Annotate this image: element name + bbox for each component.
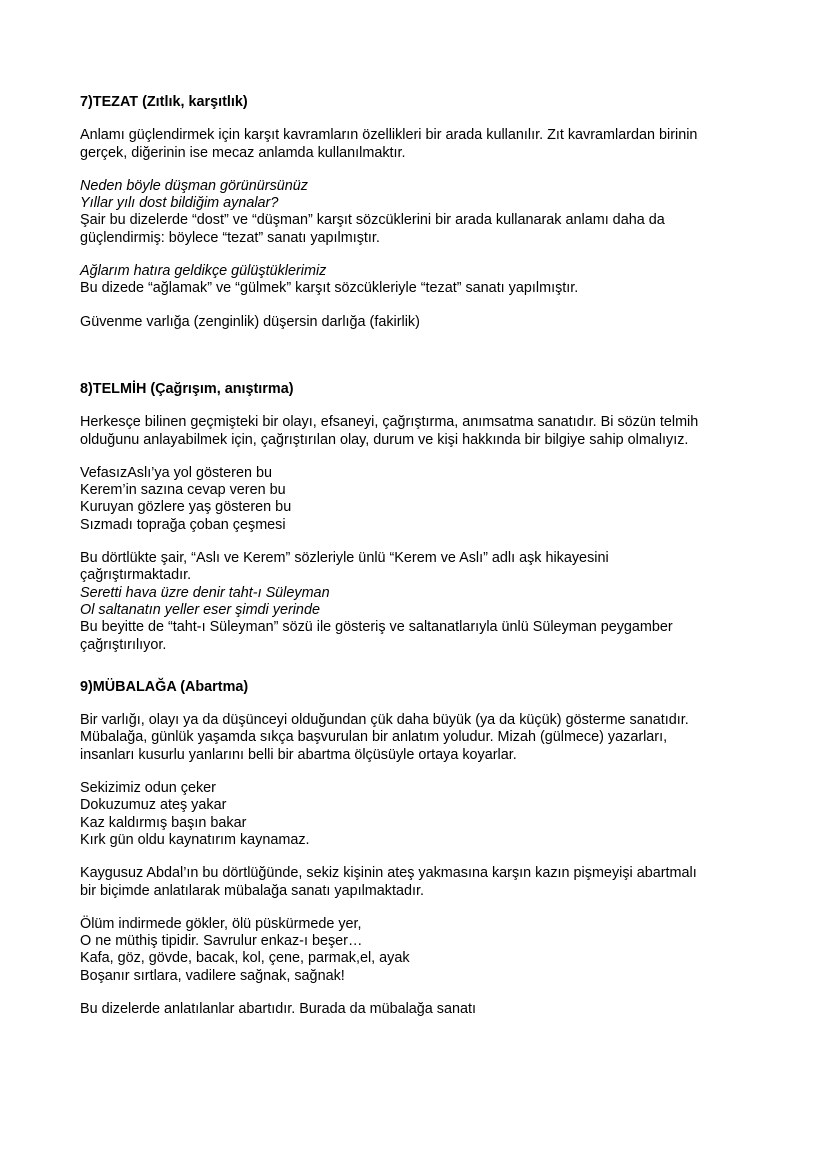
mubalaga-intro-line: insanları kusurlu yanlarını belli bir abartma ölçüsüyle ortaya koyarlar. <box>80 746 517 763</box>
verse-line: Seretti hava üzre denir taht-ı Süleyman <box>80 584 330 601</box>
verse-line: Kuruyan gözlere yaş gösteren bu <box>80 499 292 516</box>
example-line: Güvenme varlığa (zenginlik) düşersin darlığa (fakirlik) <box>80 313 420 330</box>
verse-line: Sızmadı toprağa çoban çeşmesi <box>80 516 286 533</box>
section-heading-mubalaga: 9)MÜBALAĞA (Abartma) <box>80 678 249 695</box>
section-mubalaga <box>80 679 780 1018</box>
verse-line: Ölüm indirmede gökler, ölü püskürmede yer, <box>80 915 362 932</box>
tezat-example-3 <box>80 314 780 331</box>
mubalaga-poem-1 <box>80 780 780 849</box>
section-telmih <box>80 381 780 654</box>
mubalaga-intro-line: Mübalağa, günlük yaşamda sıkça başvurulan bir anlatım yoludur. Mizah (gülmece) yazarları, <box>80 729 668 746</box>
tezat-intro <box>80 127 780 162</box>
verse-line: Kerem’in sazına cevap veren bu <box>80 482 286 499</box>
section-tezat <box>80 94 780 331</box>
verse-line: Neden böyle düşman görünürsünüz <box>80 177 309 194</box>
telmih-intro-line: Herkesçe bilinen geçmişteki bir olayı, efsaneyi, çağrıştırma, anımsatma sanatıdır. Bi sözün telmih <box>80 414 699 431</box>
verse-line: Ağlarım hatıra geldikçe gülüştüklerimiz <box>80 263 327 280</box>
verse-line: Kırk gün oldu kaynatırım kaynamaz. <box>80 831 310 848</box>
section-heading-tezat: 7)TEZAT (Zıtlık, karşıtlık) <box>80 94 248 110</box>
verse-line: Kafa, göz, gövde, bacak, kol, çene, parmak,el, ayak <box>80 950 410 967</box>
explanation-line: Bu dizede “ağlamak” ve “gülmek” karşıt sözcükleriyle “tezat” sanatı yapılmıştır. <box>80 280 579 297</box>
explanation-line: çağrıştırılıyor. <box>80 636 167 653</box>
tezat-example-2 <box>80 263 780 298</box>
verse-line: O ne müthiş tipidir. Savrulur enkaz-ı beşer… <box>80 933 363 950</box>
explanation-line: bir biçimde anlatılarak mübalağa sanatı yapılmaktadır. <box>80 882 424 899</box>
verse-line: VefasızAslı’ya yol gösteren bu <box>80 464 272 481</box>
telmih-intro <box>80 414 780 449</box>
explanation-line: Şair bu dizelerde “dost” ve “düşman” karşıt sözcüklerini bir arada kullanarak anlamı daha da <box>80 212 665 229</box>
tezat-intro-line: Anlamı güçlendirmek için karşıt kavramların özellikleri bir arada kullanılır. Zıt kavramlardan birinin <box>80 127 698 144</box>
telmih-intro-line: olduğunu anlayabilmek için, çağrıştırılan olay, durum ve kişi hakkında bir bilgiye sahip olmalıyız. <box>80 431 689 448</box>
document-page <box>80 94 780 1018</box>
telmih-explanation <box>80 550 780 654</box>
explanation-line: Kaygusuz Abdal’ın bu dörtlüğünde, sekiz kişinin ateş yakmasına karşın kazın pişmeyişi abartmalı <box>80 865 697 882</box>
section-heading-telmih: 8)TELMİH (Çağrışım, anıştırma) <box>80 380 294 397</box>
verse-line: Dokuzumuz ateş yakar <box>80 797 227 814</box>
verse-line: Kaz kaldırmış başın bakar <box>80 814 247 831</box>
verse-line: Boşanır sırtlara, vadilere sağnak, sağnak! <box>80 967 345 984</box>
verse-line: Yıllar yılı dost bildiğim aynalar? <box>80 195 279 212</box>
mubalaga-intro <box>80 712 780 764</box>
mubalaga-explanation-1 <box>80 865 780 900</box>
mubalaga-poem-2 <box>80 916 780 985</box>
tezat-intro-line: gerçek, diğerinin ise mecaz anlamda kullanılmaktır. <box>80 144 406 161</box>
explanation-line: Bu dörtlükte şair, “Aslı ve Kerem” sözleriyle ünlü “Kerem ve Aslı” adlı aşk hikayesini <box>80 550 609 567</box>
tezat-example-1 <box>80 178 780 247</box>
explanation-line: güçlendirmiş: böylece “tezat” sanatı yapılmıştır. <box>80 229 380 246</box>
mubalaga-explanation-2 <box>80 1001 780 1018</box>
explanation-line: Bu beyitte de “taht-ı Süleyman” sözü ile gösteriş ve saltanatlarıyla ünlü Süleyman peygamber <box>80 619 673 636</box>
verse-line: Ol saltanatın yeller eser şimdi yerinde <box>80 601 320 618</box>
verse-line: Sekizimiz odun çeker <box>80 780 216 797</box>
mubalaga-intro-line: Bir varlığı, olayı ya da düşünceyi olduğundan çük daha büyük (ya da küçük) gösterme sanatıdır. <box>80 712 689 729</box>
telmih-poem <box>80 465 780 534</box>
explanation-line: çağrıştırmaktadır. <box>80 567 192 584</box>
explanation-line: Bu dizelerde anlatılanlar abartıdır. Burada da mübalağa sanatı <box>80 1000 477 1017</box>
